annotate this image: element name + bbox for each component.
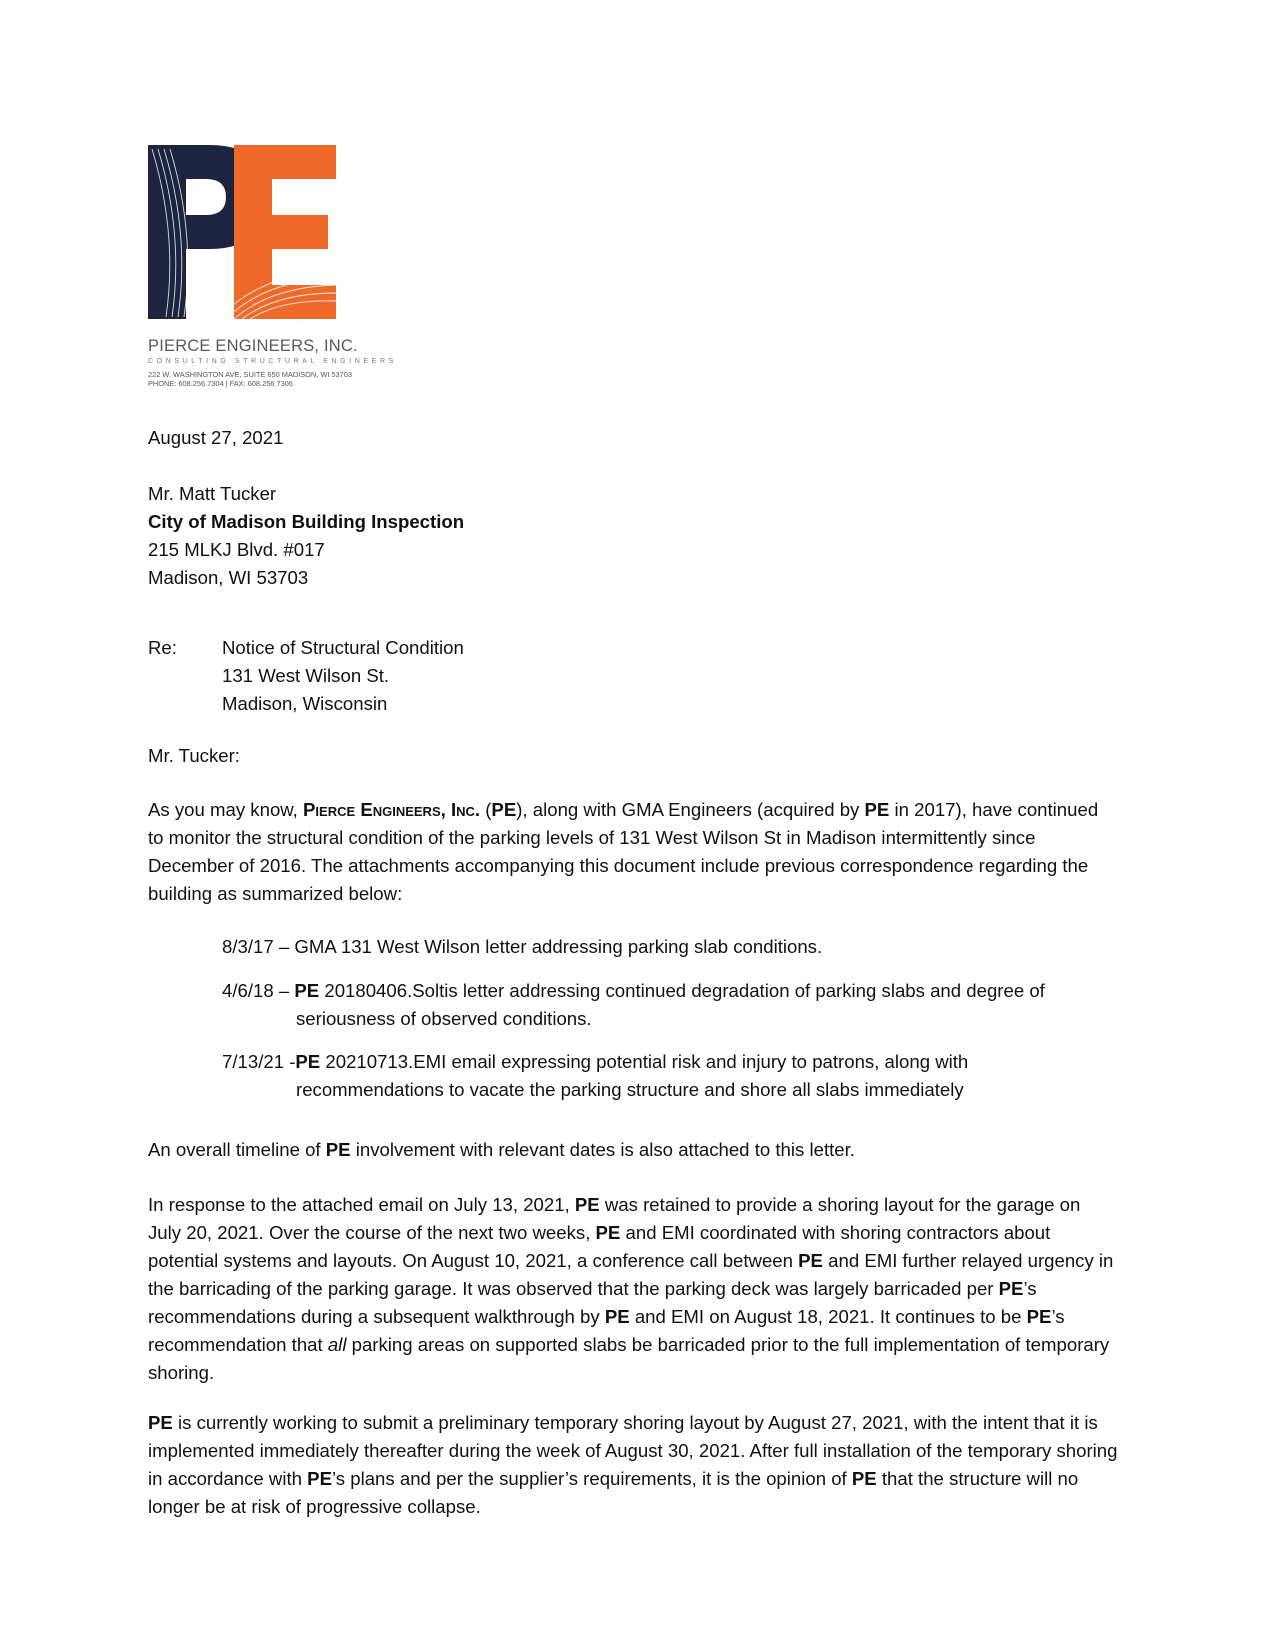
text-run: was retained to provide a shoring layout for the garage on July 20, 2021. Over the course of the next two weeks, (148, 1194, 1081, 1243)
pe-abbr: PE (491, 799, 517, 820)
recipient-city: Madison, WI 53703 (148, 567, 309, 588)
company-name: PIERCE ENGINEERS, INC. (148, 337, 358, 355)
attachment-text: 20180406.Soltis letter addressing continued degradation of parking slabs and degree of (319, 980, 1045, 1001)
pe-abbr: PE (798, 1250, 823, 1271)
text-run: parking areas on supported slabs be barricaded prior to the full implementation of temporary shoring. (148, 1334, 1110, 1383)
pe-abbr: PE (864, 799, 890, 820)
letter-date: August 27, 2021 (148, 427, 284, 448)
re-line-3: Madison, Wisconsin (222, 693, 388, 714)
text-run: in 2017), have continued to monitor the structural condition of the parking levels of 131 West Wilson St in Madison intermittently since December of 2016. The attachments accompanying this document include previous correspondence regarding the building as summarized below: (148, 799, 1099, 904)
text-run: and EMI further relayed urgency in the barricading of the parking garage. It was observed that the parking deck was largely barricaded per (148, 1250, 1114, 1299)
attachment-text-continued: seriousness of observed conditions. (296, 1008, 592, 1029)
text-run: involvement with relevant dates is also attached to this letter. (350, 1139, 855, 1160)
pierce-engineers-logo (148, 145, 397, 388)
pe-abbr: PE (148, 1412, 173, 1433)
attachment-text-continued: recommendations to vacate the parking structure and shore all slabs immediately (296, 1079, 964, 1100)
attachment-text: GMA 131 West Wilson letter addressing parking slab conditions. (294, 936, 823, 957)
company-address: 222 W. WASHINGTON AVE, SUITE 650 MADISON, WI 53703 (148, 370, 352, 379)
text-run: ’s recommendations during a subsequent walkthrough by (148, 1278, 1037, 1327)
re-line-1: Notice of Structural Condition (222, 637, 464, 658)
text-run: that the structure will no longer be at risk of progressive collapse. (148, 1468, 1079, 1517)
re-label: Re: (148, 637, 177, 658)
text-run: In response to the attached email on July 13, 2021, (148, 1194, 575, 1215)
company-tagline: CONSULTING STRUCTURAL ENGINEERS (148, 358, 397, 365)
emphasis-word: all (327, 1334, 347, 1355)
text-run: and EMI coordinated with shoring contractors about potential systems and layouts. On August 10, 2021, a conference call between (148, 1222, 1051, 1271)
pe-abbr: PE (595, 1222, 621, 1243)
text-run: ), along with GMA Engineers (acquired by (516, 799, 865, 820)
attachment-item (222, 977, 1072, 1033)
recipient-organization: City of Madison Building Inspection (148, 511, 465, 532)
attachment-date: 4/6/18 – (222, 980, 295, 1001)
re-line-2: 131 West Wilson St. (222, 665, 390, 686)
text-run: ’s recommendation that (148, 1306, 1065, 1355)
pe-abbr: PE (998, 1278, 1024, 1299)
pe-abbr: PE (325, 1139, 351, 1160)
re-subject (222, 634, 464, 718)
attachment-item (222, 1048, 1072, 1104)
text-run: An overall timeline of (148, 1139, 326, 1160)
attachment-text: 20210713.EMI email expressing potential risk and injury to patrons, along with (320, 1051, 969, 1072)
text-run: ( (480, 799, 492, 820)
pe-abbr: PE (307, 1468, 332, 1489)
paragraph-timeline (148, 1136, 1118, 1164)
paragraph-shoring-plan (148, 1409, 1118, 1521)
paragraph-response (148, 1191, 1118, 1387)
attachment-date: 7/13/21 - (222, 1051, 296, 1072)
salutation: Mr. Tucker: (148, 745, 240, 766)
pe-abbr: PE (574, 1194, 600, 1215)
text-run: As you may know, (148, 799, 304, 820)
pe-abbr: PE (294, 980, 320, 1001)
pe-abbr: PE (1026, 1306, 1052, 1327)
paragraph-intro (148, 796, 1118, 908)
pe-abbr: PE (851, 1468, 877, 1489)
text-run: and EMI on August 18, 2021. It continues to be (629, 1306, 1027, 1327)
text-run: ’s plans and per the supplier’s requirements, it is the opinion of (331, 1468, 852, 1489)
attachment-item (222, 933, 1072, 961)
pe-monogram-icon (148, 145, 336, 321)
company-phone: PHONE: 608.256.7304 | FAX: 608.256.7306 (148, 379, 293, 388)
text-run: is currently working to submit a preliminary temporary shoring layout by August 27, 2021, with the intent that it is implemented immediately thereafter during the week of August 30, 2021. After full installation of the temporary shoring in accordance with (148, 1412, 1118, 1489)
recipient-name: Mr. Matt Tucker (148, 483, 277, 504)
pe-abbr: PE (295, 1051, 321, 1072)
attachment-date: 8/3/17 – (222, 936, 295, 957)
recipient-block (148, 480, 464, 592)
pe-abbr: PE (604, 1306, 630, 1327)
firm-name: Pierce Engineers, Inc. (303, 799, 481, 820)
recipient-street: 215 MLKJ Blvd. #017 (148, 539, 325, 560)
